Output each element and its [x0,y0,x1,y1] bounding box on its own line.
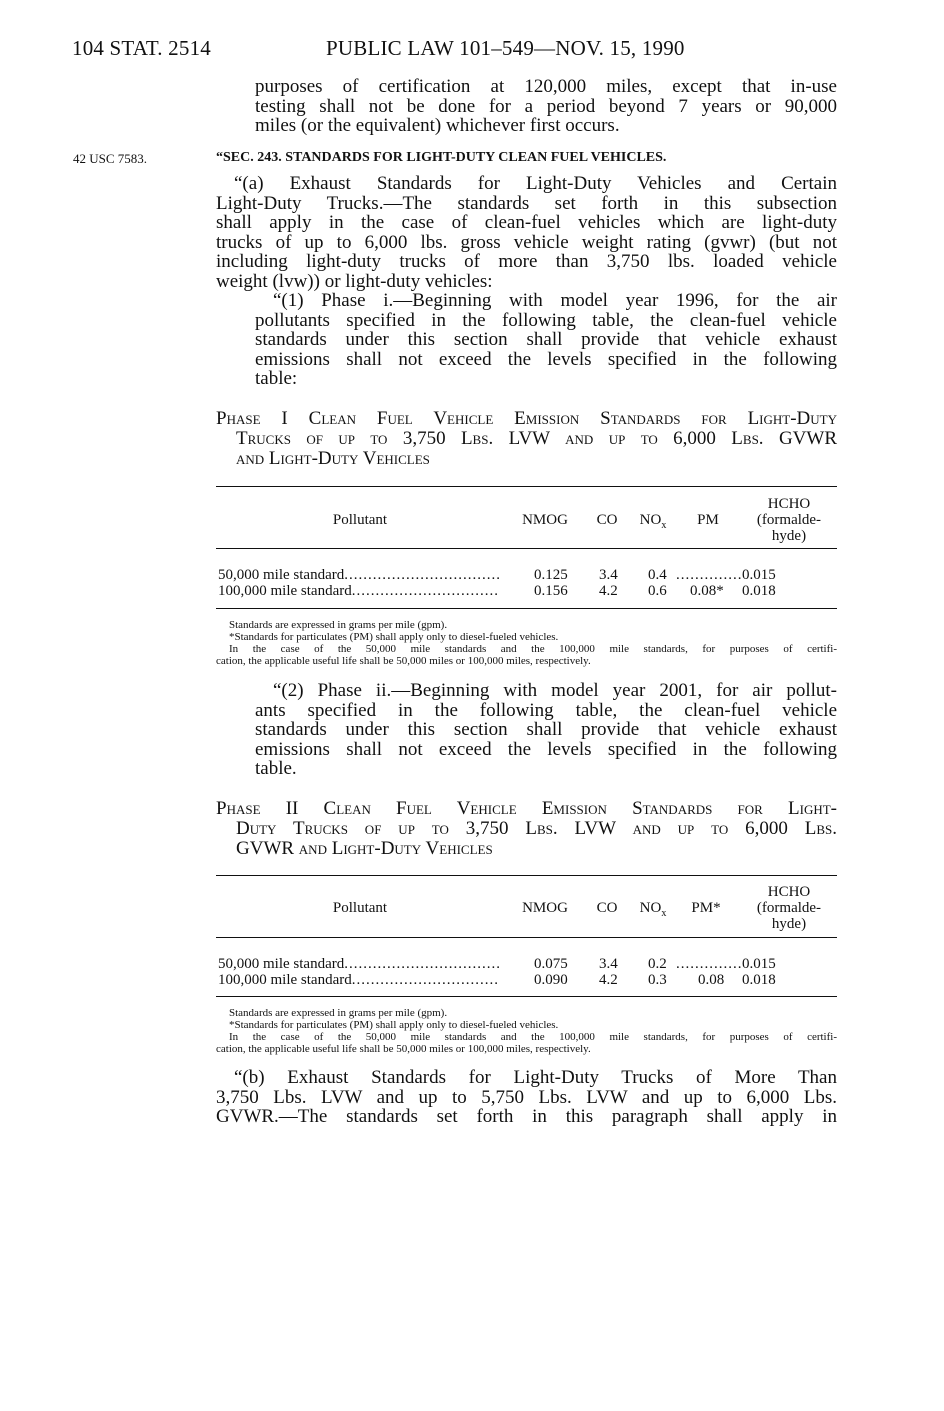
cell-pm: 0.08* [690,583,724,599]
cell-nmog: 0.125 [534,567,568,583]
col-header-nox: $NO_x$ [639,512,667,531]
note-line: *Standards for particulates (PM) shall apply only to diesel-fueled vehicles. [229,1019,559,1031]
table-one-bottom-rule [216,608,837,609]
note-line: In the case of the 50,000 mile standards and the 100,000 mile standards, for purposes of certifi- [229,643,837,655]
table-one-notes [216,619,837,667]
text-line: trucks of up to 6,000 lbs. gross vehicle weight rating (gvwr) (but not [216,231,837,253]
cell-nox: 0.3 [648,972,667,988]
cell-co: 3.4 [599,956,618,972]
text-line: shall apply in the case of clean-fuel vehicles which are light-duty [216,212,837,233]
cell-nmog: 0.156 [534,583,568,599]
cell-co: 3.4 [599,567,618,583]
text-line: 3,750 Lbs. LVW and up to 5,750 Lbs. LVW and up to 6,000 Lbs. [216,1086,837,1108]
col-header-hcho: HCHO (formalde- hyde) [756,884,822,932]
table-one-top-rule [216,486,837,487]
row-label: 50,000 mile standard................................. [218,956,501,972]
cell-nmog: 0.090 [534,972,568,988]
page-stat-citation: 104 STAT. 2514 [72,36,211,60]
title-line: Phase I Clean Fuel Vehicle Emission Standards for Light-Duty [216,408,837,429]
note-line: Standards are expressed in grams per mile (gpm). [229,1007,448,1019]
cell-pm-leader: .............. [676,956,743,972]
subsection-a [216,174,837,291]
table-two-bottom-rule [216,996,837,997]
col-header-nox: $NO_x$ [639,900,667,919]
table-one-header-rule [216,548,837,549]
cell-hcho: 0.018 [742,583,776,599]
note-line: cation, the applicable useful life shall be 50,000 miles or 100,000 miles, respectively. [216,1043,591,1055]
table-one-title [216,409,837,469]
phase-one-paragraph [255,291,837,389]
cell-pm-leader: .............. [676,567,743,583]
text-line: table: [255,368,298,389]
text-line: GVWR.—The standards set forth in this paragraph shall apply in [216,1106,837,1127]
margin-citation: 42 USC 7583. [73,151,148,166]
text-line: ants specified in the following table, the clean-fuel vehicle [255,699,837,721]
cell-co: 4.2 [599,972,618,988]
cell-pm: 0.08 [698,972,725,988]
table-two-header-rule [216,937,837,938]
note-line: In the case of the 50,000 mile standards and the 100,000 mile standards, for purposes of certifi- [229,1031,837,1043]
text-line: “(a) Exhaust Standards for Light-Duty Vehicles and Certain [234,173,837,194]
col-header-co: CO [596,900,618,916]
title-line: Phase II Clean Fuel Vehicle Emission Standards for Light- [216,798,837,819]
note-line: *Standards for particulates (PM) shall apply only to diesel-fueled vehicles. [229,631,559,643]
table-two-title [216,799,837,859]
row-label: 100,000 mile standard............................... [218,583,499,599]
phase-two-paragraph [255,681,837,779]
col-header-pollutant: Pollutant [332,512,388,528]
col-header-pm: PM* [691,900,721,916]
title-line: and Light-Duty Vehicles [236,448,430,469]
col-header-nmog: NMOG [522,512,568,528]
text-line: purposes of certification at 120,000 miles, except that in-use [255,76,837,97]
text-line: weight (lvw)) or light-duty vehicles: [216,270,493,292]
table-two-notes [216,1007,837,1055]
text-line: “(b) Exhaust Standards for Light-Duty Trucks of More Than [234,1067,837,1088]
text-line: “(1) Phase i.—Beginning with model year 1996, for the air [273,290,837,311]
cell-nox: 0.4 [648,567,667,583]
cell-co: 4.2 [599,583,618,599]
note-line: Standards are expressed in grams per mile (gpm). [229,619,448,631]
section-heading: “SEC. 243. STANDARDS FOR LIGHT-DUTY CLEAN FUEL VEHICLES. [216,150,667,165]
title-line: Trucks of up to 3,750 Lbs. LVW and up to 6,000 Lbs. GVWR [236,428,837,449]
text-line: “(2) Phase ii.—Beginning with model year 2001, for air pollut- [273,680,837,701]
text-line: pollutants specified in the following table, the clean-fuel vehicle [255,309,837,331]
cell-hcho: 0.018 [742,972,776,988]
col-header-hcho: HCHO (formalde- hyde) [756,496,822,544]
intro-paragraph [255,77,837,136]
title-line: Duty Trucks of up to 3,750 Lbs. LVW and up to 6,000 Lbs. [236,818,837,839]
cell-hcho: 0.015 [742,567,776,583]
text-line: emissions shall not exceed the levels specified in the following [255,738,837,760]
text-line: standards under this section shall provide that vehicle exhaust [255,329,837,350]
text-line: table. [255,758,297,779]
text-line: emissions shall not exceed the levels specified in the following [255,348,837,370]
title-line: GVWR and Light-Duty Vehicles [236,838,493,859]
text-line: miles (or the equivalent) whichever first occurs. [255,115,620,136]
table-two-top-rule [216,875,837,876]
col-header-nmog: NMOG [522,900,568,916]
cell-nox: 0.2 [648,956,667,972]
col-header-co: CO [596,512,618,528]
col-header-pollutant: Pollutant [332,900,388,916]
page-law-title: PUBLIC LAW 101–549—NOV. 15, 1990 [326,36,685,60]
text-line: Light-Duty Trucks.—The standards set forth in this subsection [216,192,837,214]
text-line: testing shall not be done for a period beyond 7 years or 90,000 [255,95,837,117]
cell-nmog: 0.075 [534,956,568,972]
row-label: 100,000 mile standard............................... [218,972,499,988]
col-header-pm: PM [697,512,719,528]
text-line: standards under this section shall provide that vehicle exhaust [255,719,837,740]
note-line: cation, the applicable useful life shall be 50,000 miles or 100,000 miles, respectively. [216,655,591,667]
cell-nox: 0.6 [648,583,667,599]
text-line: including light-duty trucks of more than 3,750 lbs. loaded vehicle [216,251,837,272]
cell-hcho: 0.015 [742,956,776,972]
row-label: 50,000 mile standard................................. [218,567,501,583]
subsection-b [216,1068,837,1127]
